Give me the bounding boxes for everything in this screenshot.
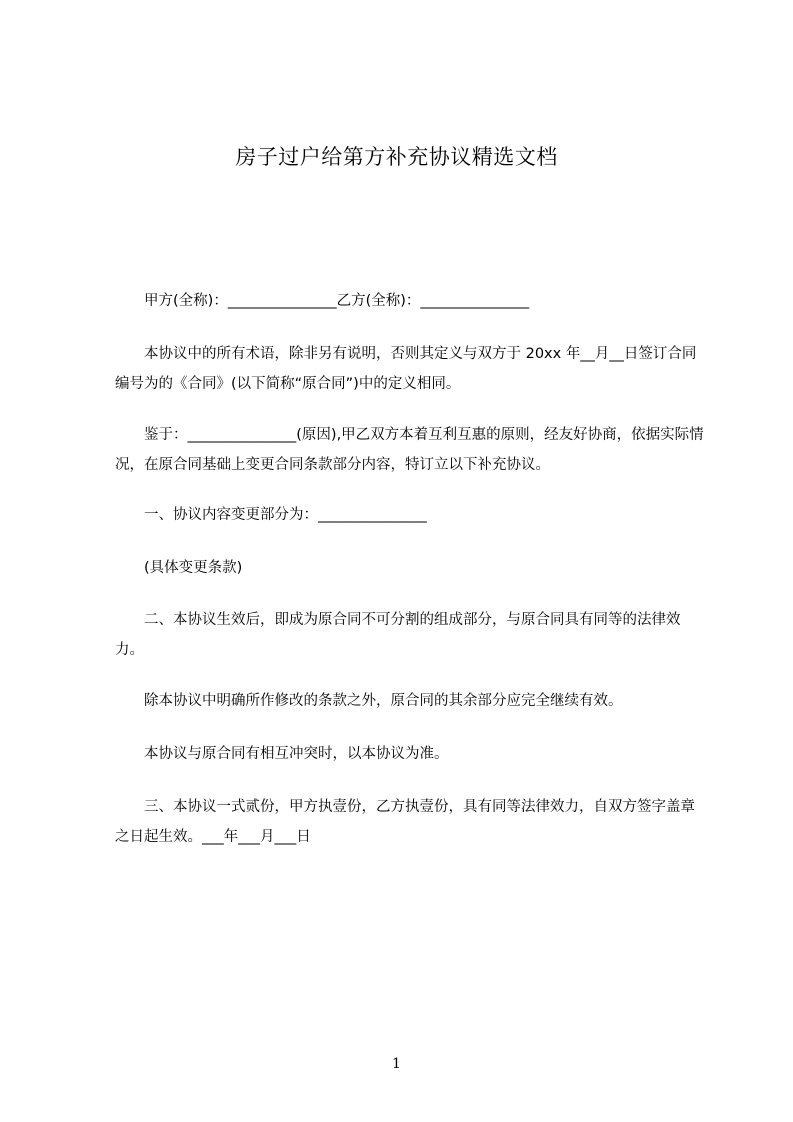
clause-three-paragraph: 三、本协议一式贰份，甲方执壹份，乙方执壹份，具有同等法律效力，自双方签字盖章之日起生效。___年___月___日 (115, 799, 695, 845)
whereas-paragraph: 鉴于：_______________(原因),甲乙双方本着互利互惠的原则，经友好协商，依据实际情况，在原合同基础上变更合同条款部分内容，特订立以下补充协议。 (115, 427, 704, 473)
clause-one-paragraph: 一、协议内容变更部分为：_______________ (115, 507, 427, 523)
specific-changes-paragraph: (具体变更条款) (115, 560, 243, 576)
document-title: 房子过户给第方补充协议精选文档 (235, 145, 558, 169)
conflict-paragraph: 本协议与原合同有相互冲突时，以本协议为准。 (115, 746, 449, 762)
terms-definition-paragraph: 本协议中的所有术语，除非另有说明，否则其定义与双方于 20xx 年__月__日签订合同编号为的《合同》(以下简称“原合同”)中的定义相同。 (115, 346, 697, 392)
page-number: 1 (392, 1056, 401, 1072)
remaining-terms-paragraph: 除本协议中明确所作修改的条款之外，原合同的其余部分应完全继续有效。 (115, 693, 623, 709)
party-names-line: 甲方(全称)：_______________乙方(全称)：_______________ (115, 293, 530, 309)
clause-two-paragraph: 二、本协议生效后，即成为原合同不可分割的组成部分，与原合同具有同等的法律效力。 (115, 612, 681, 658)
